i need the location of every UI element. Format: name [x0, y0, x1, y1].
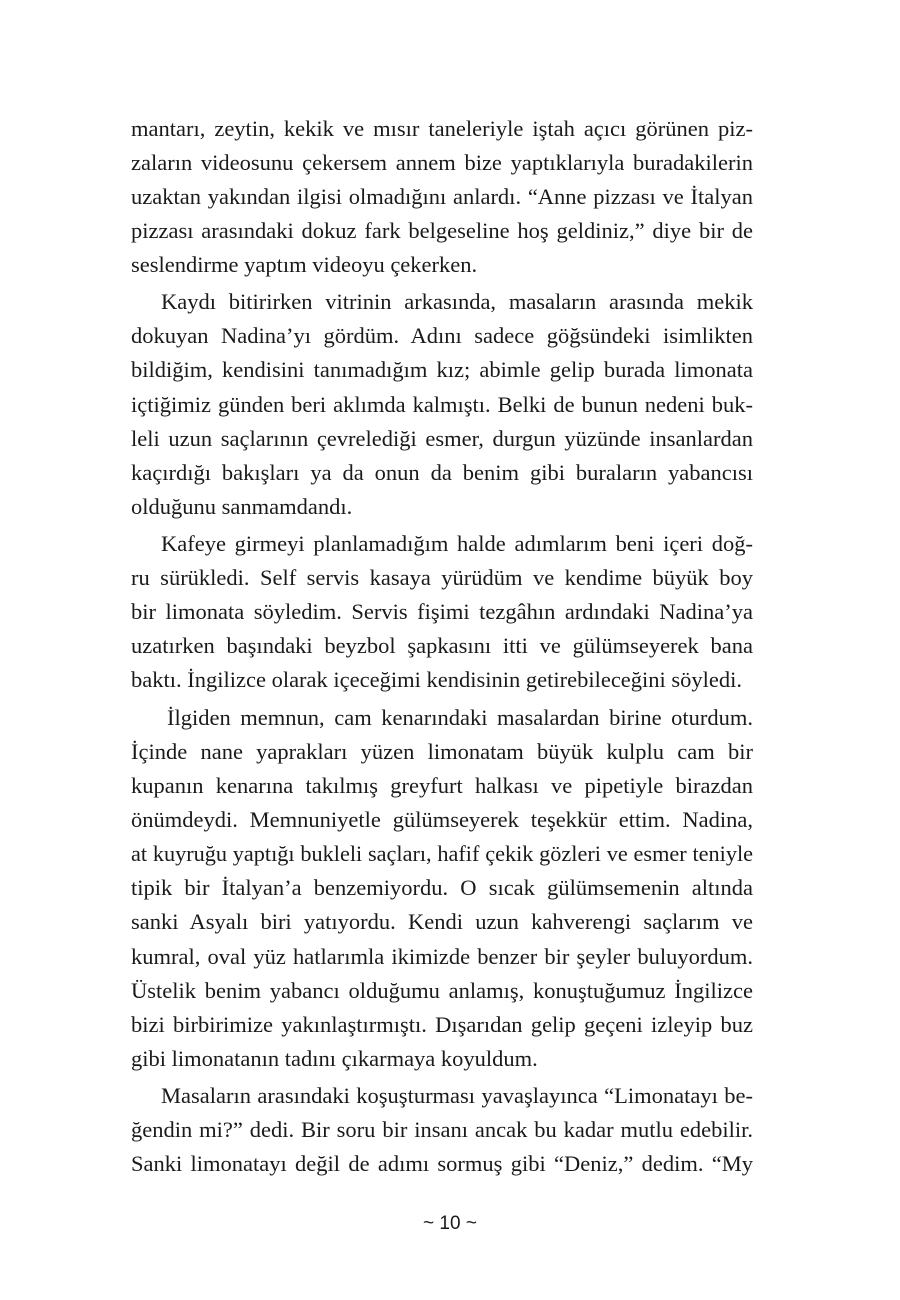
text-line: mantarı, zeytin, kekik ve mısır taneleriyle iştah açıcı görünen piz-	[131, 116, 753, 141]
text-line: İlgiden memnun, cam kenarındaki masalardan birine oturdum.	[167, 705, 753, 730]
text-line: önümdeydi. Memnuniyetle gülümseyerek teşekkür ettim. Nadina,	[131, 807, 753, 832]
text-line: pizzası arasındaki dokuz fark belgeseline hoş geldiniz,” diye bir de	[131, 218, 753, 243]
text-line: dokuyan Nadina’yı gördüm. Adını sadece göğsündeki isimlikten	[131, 323, 753, 348]
text-line: uzatırken başındaki beyzbol şapkasını itti ve gülümseyerek bana	[131, 633, 753, 658]
text-line: içtiğimiz günden beri aklımda kalmıştı. Belki de bunun nedeni buk-	[131, 392, 753, 417]
text-line: gibi limonatanın tadını çıkarmaya koyuldum.	[131, 1046, 538, 1071]
text-line: Sanki limonatayı değil de adımı sormuş gibi “Deniz,” dedim. “My	[131, 1151, 753, 1176]
text-line: Masaların arasındaki koşuşturması yavaşlayınca “Limonatayı be-	[161, 1083, 753, 1108]
text-line: İçinde nane yaprakları yüzen limonatam büyük kulplu cam bir	[131, 739, 753, 764]
text-line: olduğunu sanmamdandı.	[131, 494, 353, 519]
text-line: leli uzun saçlarının çevrelediği esmer, durgun yüzünde insanlardan	[131, 426, 753, 451]
text-line: kupanın kenarına takılmış greyfurt halkası ve pipetiyle birazdan	[131, 773, 753, 798]
text-line: tipik bir İtalyan’a benzemiyordu. O sıcak gülümsemenin altında	[131, 875, 753, 900]
text-line: baktı. İngilizce olarak içeceğimi kendisinin getirebileceğini söyledi.	[131, 667, 743, 692]
text-line: at kuyruğu yaptığı bukleli saçları, hafif çekik gözleri ve esmer teniyle	[131, 841, 753, 866]
text-line: sanki Asyalı biri yatıyordu. Kendi uzun kahverengi saçlarım ve	[131, 909, 753, 934]
text-line: Kafeye girmeyi planlamadığım halde adımlarım beni içeri doğ-	[161, 531, 753, 556]
text-line: uzaktan yakından ilgisi olmadığını anlardı. “Anne pizzası ve İtalyan	[131, 184, 753, 209]
text-line: ru sürükledi. Self servis kasaya yürüdüm ve kendime büyük boy	[131, 565, 753, 590]
text-line: Kaydı bitirirken vitrinin arkasında, masaların arasında mekik	[161, 289, 753, 314]
text-line: zaların videosunu çekersem annem bize yaptıklarıyla buradakilerin	[131, 150, 753, 175]
text-line: ğendin mi?” dedi. Bir soru bir insanı ancak bu kadar mutlu edebilir.	[131, 1117, 753, 1142]
text-line: Üstelik benim yabancı olduğumu anlamış, konuştuğumuz İngilizce	[131, 978, 753, 1003]
page-number: ~ 10 ~	[423, 1213, 477, 1234]
text-line: kumral, oval yüz hatlarımla ikimizde benzer bir şeyler buluyordum.	[131, 944, 753, 969]
text-line: kaçırdığı bakışları ya da onun da benim gibi buraların yabancısı	[131, 460, 753, 485]
text-line: seslendirme yaptım videoyu çekerken.	[131, 252, 478, 277]
text-line: bir limonata söyledim. Servis fişimi tezgâhın ardındaki Nadina’ya	[131, 599, 753, 624]
text-line: bildiğim, kendisini tanımadığım kız; abimle gelip burada limonata	[131, 357, 753, 382]
text-line: bizi birbirimize yakınlaştırmıştı. Dışarıdan gelip geçeni izleyip buz	[131, 1012, 753, 1037]
